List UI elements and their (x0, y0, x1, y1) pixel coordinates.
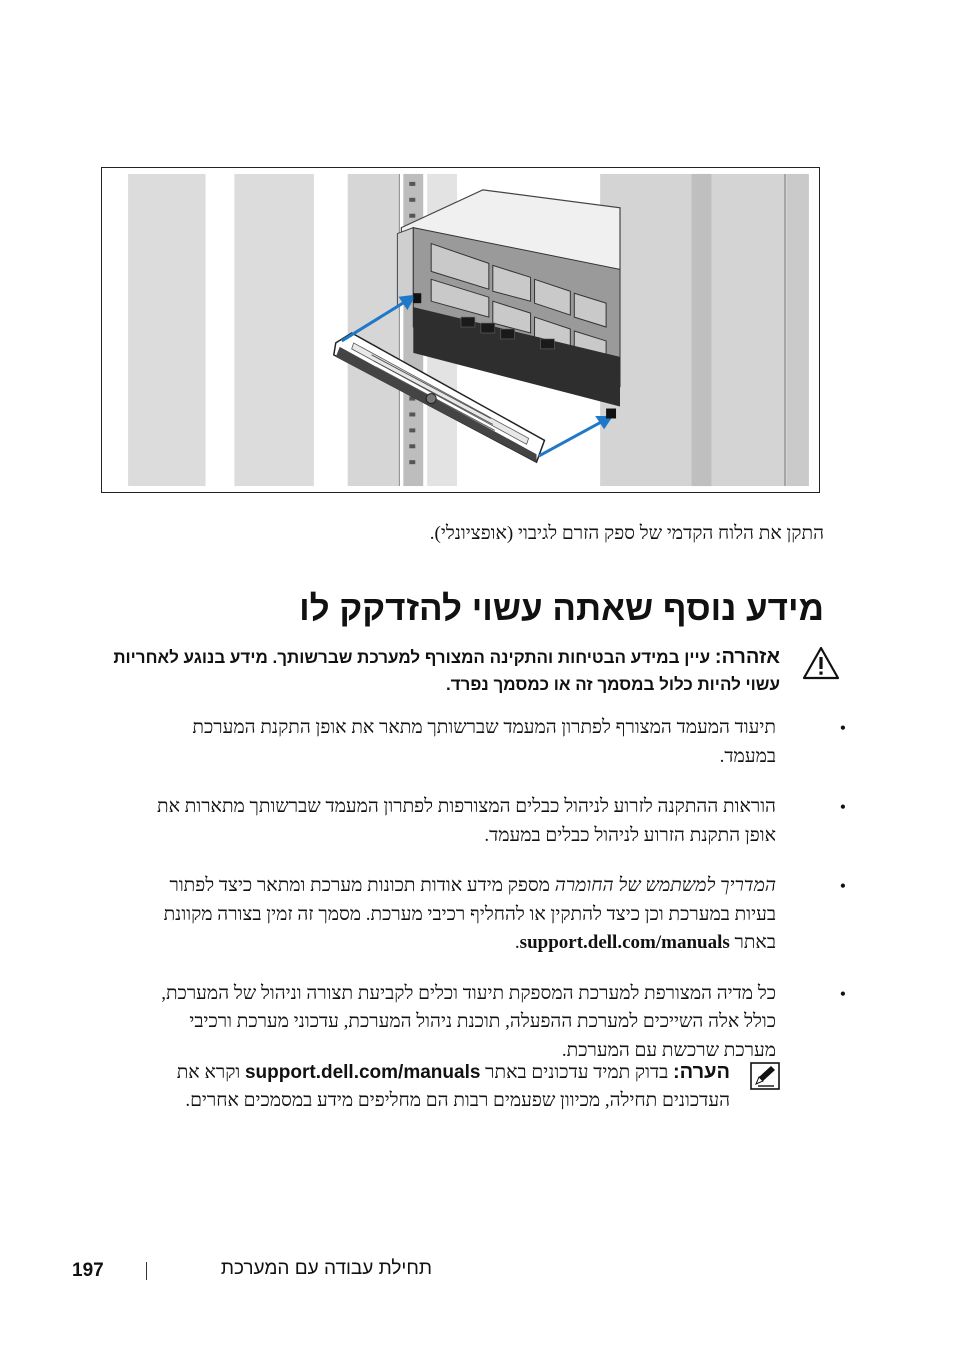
figure-caption: התקן את הלוח הקדמי של ספק הזרם לגיבוי (אופציונלי). (429, 523, 824, 544)
list-item (134, 872, 846, 958)
warning-body: עיין במידע הבטיחות והתקינה המצורף למערכת שברשותך. מידע בנוגע לאחריות עשוי להיות כלול במסמך זה או כמסמך נפרד. (113, 648, 780, 694)
resource-list (134, 714, 846, 1087)
page-footer (72, 1258, 432, 1288)
warning-label: אזהרה: (714, 646, 780, 668)
note-label: הערה: (673, 1061, 730, 1083)
note-pencil-icon (750, 1062, 780, 1090)
rack-illustration-figure (101, 167, 820, 493)
list-item (134, 980, 846, 1066)
bullet-icon: • (839, 797, 846, 817)
note-body: בדוק תמיד עדכונים באתר (480, 1062, 674, 1083)
warning-text (100, 644, 780, 698)
section-heading: מידע נוסף שאתה עשוי להזדקק לו (299, 589, 824, 628)
note-text (110, 1058, 730, 1115)
rack-server-bezel-illustration (102, 168, 819, 492)
list-item-tail: . (514, 932, 520, 953)
note-box (100, 1058, 780, 1138)
list-item-text: מספק מידע אודות תכונות מערכת ומתאר כיצד לפתור בעיות במערכת וכן כיצד להתקין או להחליף רכיבי מערכת. מסמך זה זמין בצורה מקוונת באתר (163, 875, 776, 953)
list-item (134, 793, 846, 850)
warning-box (100, 644, 840, 704)
support-manuals-link[interactable]: support.dell.com/manuals (519, 932, 730, 953)
note-support-link[interactable]: support.dell.com/manuals (244, 1062, 481, 1083)
footer-divider (146, 1262, 147, 1280)
footer-chapter-title: תחילת עבודה עם המערכת (220, 1258, 432, 1279)
list-item-text: הוראות ההתקנה לזרוע לניהול כבלים המצורפות לפתרון המעמד שברשותך מתארות את אופן התקנת הזרוע לניהול כבלים במעמד. (157, 796, 776, 846)
list-item (134, 714, 846, 771)
hardware-owners-manual-title: המדריך למשתמש של החומרה (554, 875, 776, 896)
bullet-icon: • (839, 718, 846, 738)
page-number: 197 (72, 1260, 104, 1281)
bullet-icon: • (839, 876, 846, 896)
list-item-text: כל מדיה המצורפת למערכת המספקת תיעוד וכלים לקביעת תצורה וניהול של המערכת, כולל אלה השייכים למערכת ההפעלה, תוכנת ניהול המערכת, עדכוני מערכת ורכיבי מערכת שרכשת עם המערכת. (161, 982, 776, 1061)
list-item-text: תיעוד המעמד המצורף לפתרון המעמד שברשותך מתאר את אופן התקנת המערכת במעמד. (192, 717, 776, 767)
warning-triangle-icon (802, 646, 840, 680)
bullet-icon: • (839, 983, 846, 1004)
note-body-continued: וקרא את העדכונים תחילה, מכיוון שפעמים רבות הם מחליפים מידע במסמכים אחרים. (176, 1062, 730, 1111)
